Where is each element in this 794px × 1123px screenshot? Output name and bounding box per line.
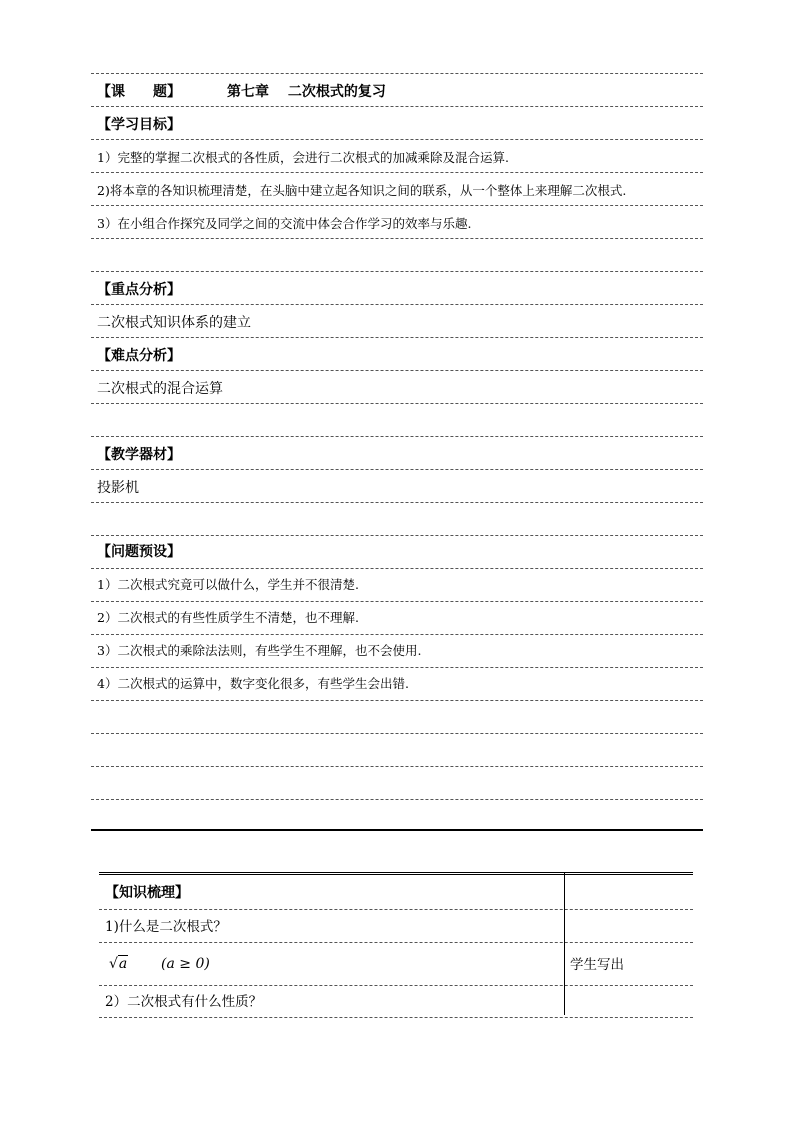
objectives-header-row — [91, 107, 703, 140]
problem-item: 1）二次根式究竟可以做什么，学生并不很清楚. — [97, 577, 359, 592]
lesson-title-text: 第七章 二次根式的复习 — [227, 84, 386, 100]
table-row — [99, 986, 693, 1018]
blank-row — [91, 503, 703, 536]
blank-row — [91, 404, 703, 437]
problem-item: 4）二次根式的运算中，数字变化很多，有些学生会出错. — [97, 676, 409, 691]
section-divider — [91, 829, 703, 831]
knowledge-table — [99, 872, 693, 1018]
key-header-row — [91, 272, 703, 305]
formula-condition: (a ≥ 0) — [161, 956, 210, 972]
table-column-divider — [564, 872, 565, 1015]
radicand: a — [118, 956, 128, 972]
difficulty-header-row — [91, 338, 703, 371]
sqrt-formula — [109, 956, 128, 972]
lesson-title-row — [91, 74, 703, 107]
problem-item: 2）二次根式的有些性质学生不清楚，也不理解. — [97, 610, 359, 625]
objective-item: 1）完整的掌握二次根式的各性质，会进行二次根式的加减乘除及混合运算. — [97, 150, 509, 165]
equipment-text-row — [91, 470, 703, 503]
question-1: 1)什么是二次根式？ — [105, 919, 227, 935]
equipment-header-row — [91, 437, 703, 470]
key-header: 【重点分析】 — [97, 282, 181, 298]
objectives-header: 【学习目标】 — [97, 117, 181, 133]
key-text: 二次根式知识体系的建立 — [97, 315, 251, 331]
question-2: 2）二次根式有什么性质？ — [105, 994, 263, 1010]
equipment-text: 投影机 — [97, 480, 139, 496]
problem-item: 3）二次根式的乘除法法则，有些学生不理解，也不会使用. — [97, 643, 422, 658]
difficulty-text: 二次根式的混合运算 — [97, 381, 223, 397]
table-row — [99, 943, 693, 986]
problems-header-row — [91, 536, 703, 569]
lesson-title-label: 【课 题】 — [97, 84, 181, 100]
objective-item: 2)将本章的各知识梳理清楚，在头脑中建立起各知识之间的联系，从一个整体上来理解二次根式. — [97, 183, 627, 198]
difficulty-header: 【难点分析】 — [97, 348, 181, 364]
knowledge-header: 【知识梳理】 — [105, 885, 189, 901]
note-text: 学生写出 — [570, 957, 624, 973]
blank-row — [91, 734, 703, 767]
problems-header: 【问题预设】 — [97, 544, 181, 560]
objective-item: 3）在小组合作探究及同学之间的交流中体会合作学习的效率与乐趣. — [97, 216, 472, 231]
table-row — [99, 875, 693, 910]
blank-row — [91, 239, 703, 272]
blank-row — [91, 767, 703, 800]
blank-row — [91, 701, 703, 734]
sqrt-symbol: √a — [109, 956, 128, 972]
table-row — [99, 910, 693, 943]
equipment-header: 【教学器材】 — [97, 447, 181, 463]
